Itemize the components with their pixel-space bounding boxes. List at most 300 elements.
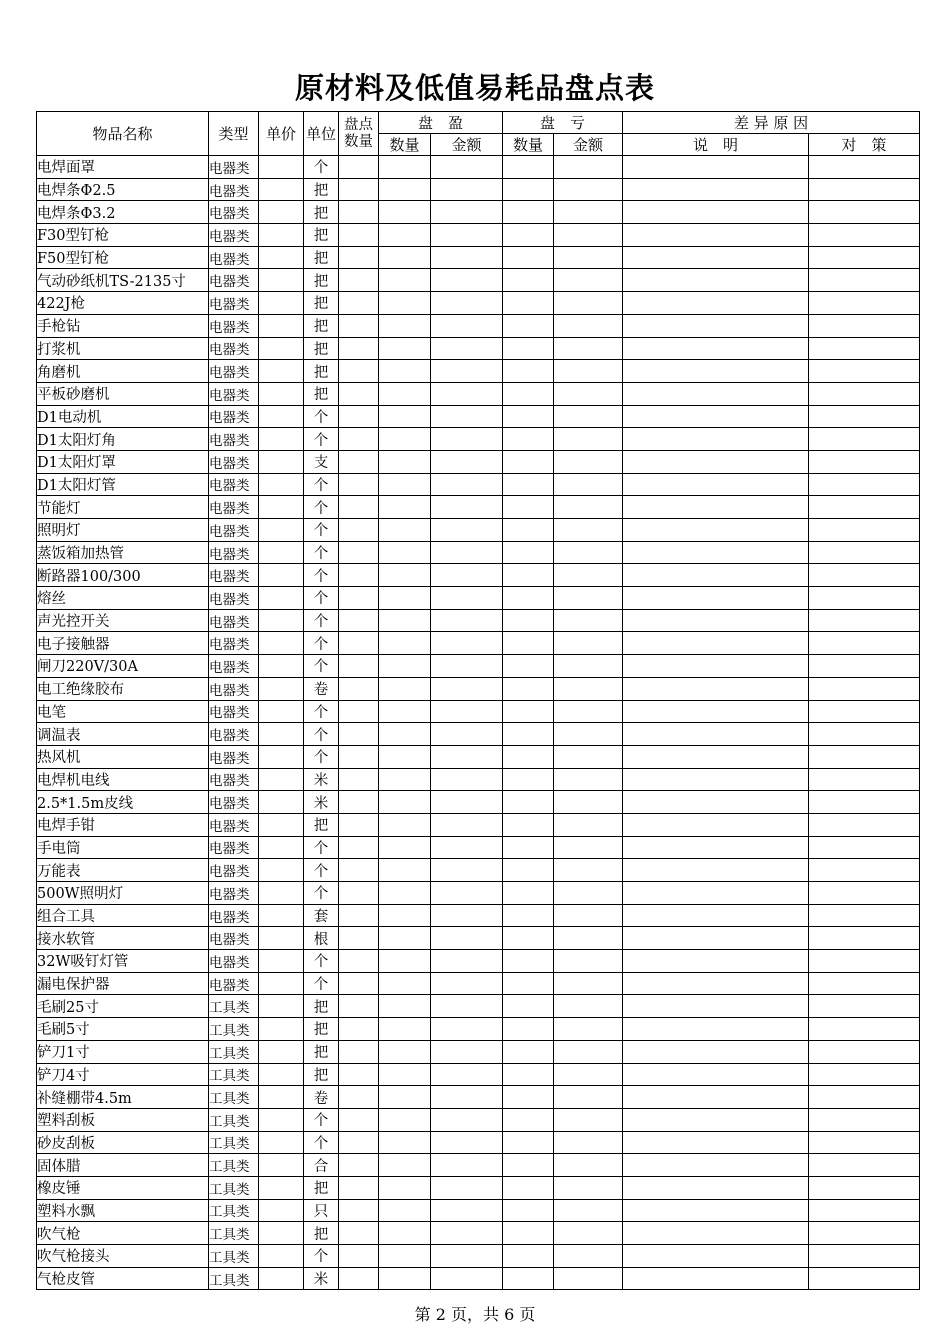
shortage-qty [503,178,554,201]
table-row [37,246,920,269]
item-type: 电器类 [209,609,259,632]
item-name: 吹气枪接头 [37,1245,209,1268]
item-unit: 把 [304,1063,339,1086]
item-type: 电器类 [209,224,259,247]
surplus-qty [379,1199,431,1222]
item-name: 手枪钻 [37,314,209,337]
surplus-amount [431,405,503,428]
item-count [339,1086,379,1109]
item-price [259,496,304,519]
shortage-qty [503,382,554,405]
item-count [339,1154,379,1177]
surplus-qty [379,677,431,700]
table-row [37,360,920,383]
surplus-amount [431,1108,503,1131]
table-header [37,112,920,156]
reason-explain [623,723,809,746]
surplus-amount [431,1040,503,1063]
surplus-qty [379,224,431,247]
item-count [339,882,379,905]
item-unit: 个 [304,541,339,564]
table-row [37,791,920,814]
table-row [37,1267,920,1290]
surplus-qty [379,450,431,473]
reason-explain [623,405,809,428]
surplus-qty [379,246,431,269]
item-name: 平板砂磨机 [37,382,209,405]
shortage-qty [503,1245,554,1268]
shortage-qty [503,224,554,247]
item-unit: 把 [304,1176,339,1199]
shortage-qty [503,791,554,814]
item-name: 气动砂纸机TS-2135寸 [37,269,209,292]
table-row [37,768,920,791]
reason-measure [809,1040,920,1063]
item-type: 工具类 [209,1108,259,1131]
shortage-qty [503,677,554,700]
reason-measure [809,677,920,700]
surplus-amount [431,246,503,269]
reason-explain [623,972,809,995]
item-count [339,1245,379,1268]
item-price [259,1086,304,1109]
surplus-qty [379,1154,431,1177]
shortage-amount [554,1154,623,1177]
item-unit: 个 [304,859,339,882]
item-price [259,178,304,201]
shortage-amount [554,791,623,814]
shortage-qty [503,813,554,836]
item-count [339,519,379,542]
item-unit: 把 [304,360,339,383]
shortage-amount [554,541,623,564]
reason-measure [809,1131,920,1154]
surplus-amount [431,632,503,655]
table-body [37,156,920,1290]
item-name: 32W吸钉灯管 [37,950,209,973]
item-name: D1太阳灯角 [37,428,209,451]
table-row [37,314,920,337]
item-type: 电器类 [209,768,259,791]
item-count [339,292,379,315]
header-price: 单价 [259,112,304,156]
reason-measure [809,904,920,927]
item-unit: 米 [304,768,339,791]
surplus-amount [431,519,503,542]
surplus-qty [379,292,431,315]
surplus-qty [379,609,431,632]
item-unit: 个 [304,972,339,995]
shortage-amount [554,972,623,995]
reason-measure [809,995,920,1018]
item-price [259,882,304,905]
surplus-qty [379,201,431,224]
surplus-qty [379,541,431,564]
item-count [339,269,379,292]
table-row [37,859,920,882]
item-name: 吹气枪 [37,1222,209,1245]
shortage-amount [554,1108,623,1131]
item-price [259,382,304,405]
surplus-amount [431,156,503,179]
item-price [259,904,304,927]
shortage-qty [503,246,554,269]
surplus-amount [431,1176,503,1199]
item-price [259,1063,304,1086]
item-type: 工具类 [209,1154,259,1177]
surplus-amount [431,269,503,292]
reason-measure [809,882,920,905]
item-name: F30型钉枪 [37,224,209,247]
item-price [259,201,304,224]
reason-explain [623,791,809,814]
shortage-amount [554,1267,623,1290]
reason-explain [623,768,809,791]
item-price [259,156,304,179]
surplus-qty [379,1018,431,1041]
table-row [37,337,920,360]
shortage-qty [503,1063,554,1086]
table-row [37,428,920,451]
shortage-amount [554,995,623,1018]
reason-measure [809,927,920,950]
item-price [259,587,304,610]
shortage-amount [554,1040,623,1063]
item-unit: 根 [304,927,339,950]
table-row [37,1063,920,1086]
item-name: 万能表 [37,859,209,882]
item-count [339,450,379,473]
surplus-amount [431,564,503,587]
reason-explain [623,201,809,224]
item-type: 工具类 [209,1199,259,1222]
item-type: 电器类 [209,859,259,882]
item-unit: 个 [304,723,339,746]
item-count [339,201,379,224]
item-count [339,927,379,950]
item-type: 电器类 [209,314,259,337]
shortage-qty [503,587,554,610]
reason-explain [623,859,809,882]
item-price [259,269,304,292]
surplus-qty [379,382,431,405]
item-count [339,904,379,927]
shortage-amount [554,859,623,882]
reason-explain [623,587,809,610]
shortage-qty [503,882,554,905]
item-name: 电焊手钳 [37,813,209,836]
header-reason: 差 异 原 因 [623,112,920,134]
item-count [339,1131,379,1154]
item-name: 熔丝 [37,587,209,610]
shortage-amount [554,360,623,383]
item-type: 电器类 [209,791,259,814]
item-type: 工具类 [209,1063,259,1086]
reason-measure [809,564,920,587]
header-explain: 说 明 [623,134,809,156]
surplus-amount [431,428,503,451]
item-name: 铲刀1寸 [37,1040,209,1063]
shortage-qty [503,337,554,360]
surplus-qty [379,1131,431,1154]
item-name: 2.5*1.5m皮线 [37,791,209,814]
item-count [339,813,379,836]
shortage-qty [503,1222,554,1245]
item-unit: 个 [304,836,339,859]
surplus-amount [431,950,503,973]
reason-explain [623,269,809,292]
shortage-amount [554,700,623,723]
item-unit: 把 [304,813,339,836]
reason-measure [809,178,920,201]
reason-explain [623,156,809,179]
surplus-qty [379,178,431,201]
shortage-amount [554,314,623,337]
item-type: 工具类 [209,1245,259,1268]
shortage-qty [503,1154,554,1177]
shortage-amount [554,1222,623,1245]
surplus-qty [379,950,431,973]
surplus-qty [379,1063,431,1086]
item-count [339,428,379,451]
reason-explain [623,224,809,247]
reason-measure [809,450,920,473]
item-count [339,995,379,1018]
item-count [339,246,379,269]
item-count [339,564,379,587]
item-type: 电器类 [209,337,259,360]
shortage-amount [554,1199,623,1222]
page-footer: 第 2 页，共 6 页 [414,1305,536,1324]
reason-explain [623,609,809,632]
item-unit: 个 [304,405,339,428]
item-count [339,224,379,247]
reason-explain [623,292,809,315]
table-row [37,836,920,859]
reason-explain [623,1267,809,1290]
surplus-amount [431,609,503,632]
surplus-amount [431,927,503,950]
shortage-qty [503,519,554,542]
reason-measure [809,269,920,292]
reason-explain [623,541,809,564]
item-unit: 个 [304,496,339,519]
surplus-qty [379,904,431,927]
reason-explain [623,1199,809,1222]
header-surplus: 盘 盈 [379,112,503,134]
item-unit: 米 [304,791,339,814]
item-price [259,813,304,836]
item-name: 电焊面罩 [37,156,209,179]
reason-measure [809,1267,920,1290]
shortage-qty [503,201,554,224]
reason-measure [809,950,920,973]
shortage-amount [554,1176,623,1199]
header-shortage-amount: 金额 [554,134,623,156]
item-name: 节能灯 [37,496,209,519]
item-name: 塑料水飘 [37,1199,209,1222]
table-row [37,1018,920,1041]
surplus-qty [379,496,431,519]
reason-explain [623,428,809,451]
shortage-qty [503,836,554,859]
table-row [37,292,920,315]
shortage-amount [554,1245,623,1268]
shortage-qty [503,655,554,678]
reason-measure [809,1222,920,1245]
item-unit: 套 [304,904,339,927]
item-price [259,1176,304,1199]
surplus-qty [379,813,431,836]
item-unit: 个 [304,745,339,768]
shortage-qty [503,564,554,587]
surplus-amount [431,904,503,927]
surplus-amount [431,496,503,519]
item-count [339,473,379,496]
item-name: 电笔 [37,700,209,723]
surplus-qty [379,337,431,360]
item-type: 工具类 [209,1018,259,1041]
reason-measure [809,224,920,247]
item-price [259,745,304,768]
shortage-qty [503,700,554,723]
item-name: D1太阳灯罩 [37,450,209,473]
shortage-amount [554,519,623,542]
item-name: 电工绝缘胶布 [37,677,209,700]
item-price [259,1040,304,1063]
item-count [339,677,379,700]
surplus-qty [379,1245,431,1268]
reason-measure [809,609,920,632]
item-type: 电器类 [209,541,259,564]
item-price [259,246,304,269]
shortage-amount [554,655,623,678]
item-price [259,677,304,700]
item-type: 电器类 [209,655,259,678]
item-type: 电器类 [209,700,259,723]
reason-measure [809,1018,920,1041]
item-unit: 把 [304,382,339,405]
item-type: 电器类 [209,723,259,746]
reason-measure [809,292,920,315]
item-count [339,723,379,746]
surplus-qty [379,927,431,950]
item-name: 打浆机 [37,337,209,360]
item-type: 工具类 [209,1222,259,1245]
reason-measure [809,1176,920,1199]
item-unit: 卷 [304,677,339,700]
shortage-amount [554,337,623,360]
surplus-amount [431,972,503,995]
item-unit: 个 [304,587,339,610]
shortage-amount [554,224,623,247]
item-type: 电器类 [209,519,259,542]
item-count [339,337,379,360]
item-price [259,564,304,587]
item-unit: 把 [304,201,339,224]
shortage-qty [503,904,554,927]
header-unit: 单位 [304,112,339,156]
item-name: 闸刀220V/30A [37,655,209,678]
item-unit: 个 [304,473,339,496]
shortage-qty [503,1086,554,1109]
item-type: 电器类 [209,405,259,428]
reason-explain [623,382,809,405]
item-unit: 个 [304,950,339,973]
shortage-amount [554,587,623,610]
shortage-amount [554,450,623,473]
item-unit: 个 [304,428,339,451]
item-type: 工具类 [209,1131,259,1154]
item-name: D1太阳灯管 [37,473,209,496]
shortage-qty [503,156,554,179]
item-count [339,1063,379,1086]
item-name: 热风机 [37,745,209,768]
item-type: 电器类 [209,836,259,859]
reason-explain [623,813,809,836]
header-measure: 对 策 [809,134,920,156]
surplus-amount [431,1063,503,1086]
item-count [339,496,379,519]
shortage-qty [503,927,554,950]
shortage-qty [503,269,554,292]
reason-explain [623,1018,809,1041]
item-price [259,972,304,995]
surplus-qty [379,1222,431,1245]
item-price [259,995,304,1018]
shortage-amount [554,882,623,905]
surplus-amount [431,655,503,678]
reason-explain [623,1176,809,1199]
surplus-qty [379,791,431,814]
item-name: 断路器100/300 [37,564,209,587]
item-name: 组合工具 [37,904,209,927]
reason-measure [809,519,920,542]
reason-explain [623,1222,809,1245]
surplus-amount [431,360,503,383]
surplus-amount [431,450,503,473]
item-price [259,950,304,973]
reason-measure [809,700,920,723]
item-count [339,1018,379,1041]
item-price [259,1199,304,1222]
shortage-qty [503,405,554,428]
surplus-amount [431,723,503,746]
table-row [37,745,920,768]
shortage-qty [503,314,554,337]
item-count [339,836,379,859]
surplus-qty [379,836,431,859]
item-unit: 把 [304,1222,339,1245]
item-price [259,519,304,542]
item-price [259,632,304,655]
item-count [339,541,379,564]
item-count [339,405,379,428]
reason-explain [623,995,809,1018]
item-unit: 个 [304,564,339,587]
item-type: 工具类 [209,1086,259,1109]
item-name: 铲刀4寸 [37,1063,209,1086]
item-name: 砂皮刮板 [37,1131,209,1154]
item-name: 蒸饭箱加热管 [37,541,209,564]
header-surplus-amount: 金额 [431,134,503,156]
item-type: 电器类 [209,246,259,269]
surplus-qty [379,564,431,587]
table-row [37,156,920,179]
shortage-qty [503,745,554,768]
item-name: 声光控开关 [37,609,209,632]
shortage-amount [554,813,623,836]
